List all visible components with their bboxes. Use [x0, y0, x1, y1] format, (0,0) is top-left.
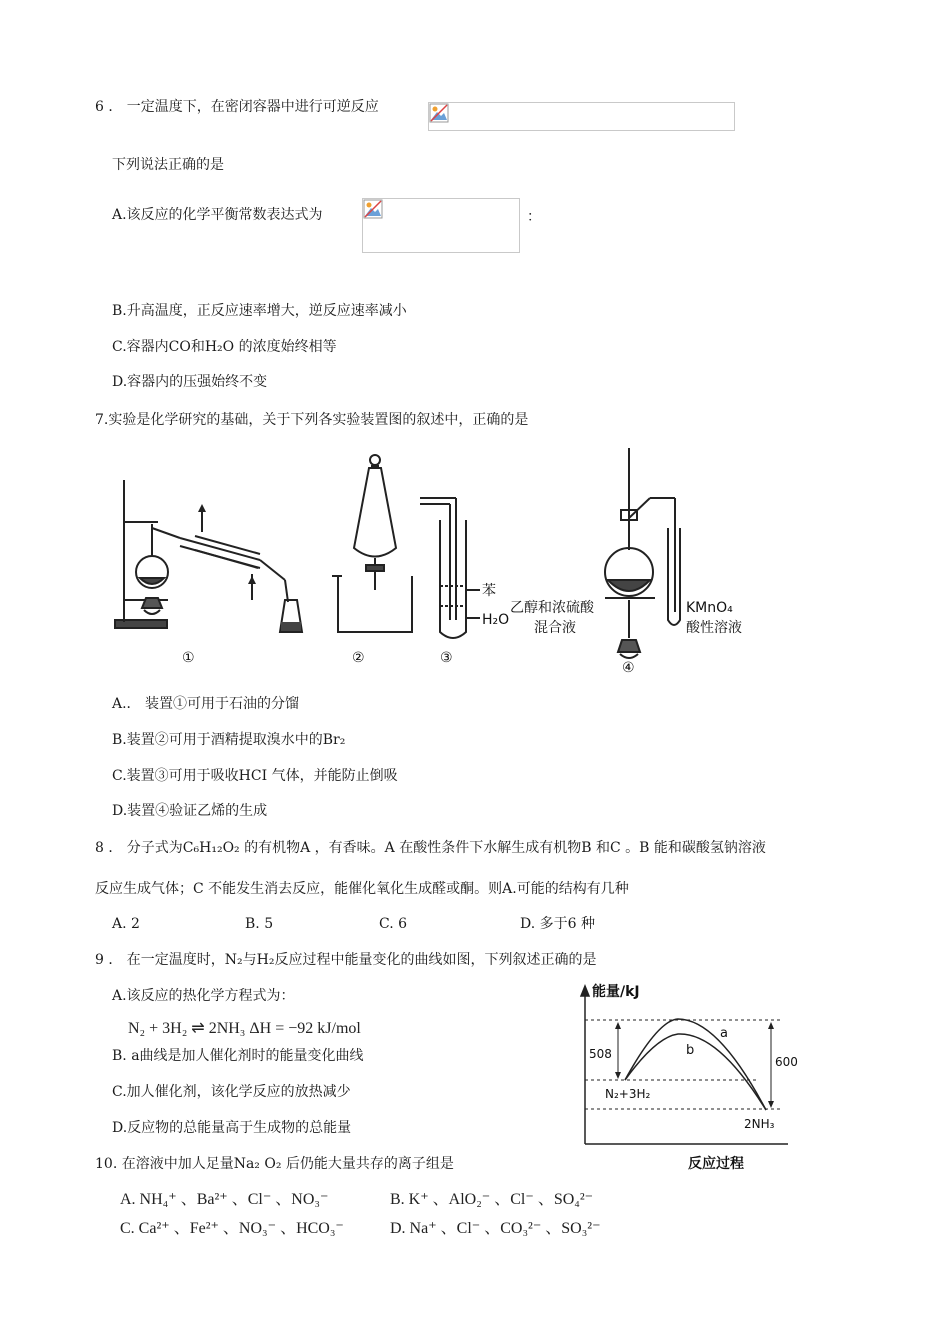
q6-constant-image — [362, 198, 520, 253]
q8-option-d: D. 多于6 种 — [520, 916, 595, 932]
q9-equation: N₂ + 3H₂ ⇌ 2NH₃ ΔH = −92 kJ/mol — [128, 1020, 361, 1037]
q10-option-a: A. NH₄⁺ 、Ba²⁺ 、Cl⁻ 、NO₃⁻ — [120, 1191, 329, 1208]
q7-option-c: C.装置③可用于吸收HCI 气体，并能防止倒吸 — [112, 768, 398, 784]
label-water: H₂O — [482, 612, 510, 628]
chart-xlabel: 反应过程 — [688, 1156, 744, 1172]
label-mixture-2: 混合液 — [534, 620, 576, 636]
q8-option-a: A. 2 — [112, 916, 140, 932]
q9-option-b: B. a曲线是加人催化剂时的能量变化曲线 — [112, 1048, 364, 1064]
label-2: ② — [352, 650, 365, 666]
label-kmno4: KMnO₄ — [686, 600, 733, 616]
chart-508: 508 — [589, 1047, 612, 1061]
label-4: ④ — [622, 660, 635, 675]
chart-curve-b-label: b — [686, 1043, 695, 1058]
q6-option-a: A.该反应的化学平衡常数表达式为 — [112, 207, 323, 223]
q6-equation-image — [428, 102, 735, 131]
q9-option-a: A.该反应的热化学方程式为： — [112, 988, 295, 1004]
apparatus-figure — [110, 440, 770, 675]
q8-option-c: C. 6 — [379, 916, 408, 932]
q7-option-a: A.． 装置①可用于石油的分馏 — [112, 696, 300, 712]
q6-option-b: B.升高温度，正反应速率增大，逆反应速率减小 — [112, 303, 407, 319]
q9-stem: 9 ． 在一定温度时，N₂与H₂反应过程中能量变化的曲线如图，下列叙述正确的是 — [95, 952, 597, 968]
q10-option-c: C. Ca²⁺ 、Fe²⁺ 、NO₃⁻ 、HCO₃⁻ — [120, 1220, 344, 1237]
chart-products: 2NH₃ — [744, 1117, 775, 1131]
label-1: ① — [182, 650, 195, 666]
chart-600: 600 — [775, 1055, 798, 1069]
broken-image-icon — [363, 199, 383, 219]
q10-option-d: D. Na⁺ 、Cl⁻ 、CO₃²⁻ 、SO₃²⁻ — [390, 1220, 601, 1237]
q7-option-b: B.装置②可用于酒精提取溴水中的Br₂ — [112, 732, 346, 748]
broken-image-icon — [429, 103, 449, 123]
apparatus-3-tube — [420, 498, 480, 638]
label-3: ③ — [440, 650, 453, 666]
q6-sub: 下列说法正确的是 — [112, 157, 224, 173]
q7-option-d: D.装置④验证乙烯的生成 — [112, 803, 268, 819]
q6-stem: 6 ． 一定温度下，在密闭容器中进行可逆反应 — [95, 99, 379, 115]
q10-stem: 10. 在溶液中加人足量Na₂ O₂ 后仍能大量共存的离子组是 — [95, 1156, 454, 1172]
chart-ylabel: 能量/kJ — [592, 984, 640, 1000]
apparatus-1-distillation — [115, 480, 302, 632]
q6-option-a-tail: ： — [527, 209, 541, 225]
label-benzene: 苯 — [482, 583, 496, 599]
q9-option-c: C.加人催化剂，该化学反应的放热减少 — [112, 1084, 351, 1100]
q8-line2: 反应生成气体；C 不能发生消去反应，能催化氧化生成醛或酮。则A.可能的结构有几种 — [95, 881, 629, 897]
q7-stem: 7.实验是化学研究的基础，关于下列各实验装置图的叙述中，正确的是 — [95, 412, 529, 428]
energy-chart — [568, 982, 800, 1174]
q6-option-c: C.容器内CO和H₂O 的浓度始终相等 — [112, 339, 337, 355]
chart-reactants: N₂+3H₂ — [605, 1087, 651, 1101]
label-acidic: 酸性溶液 — [686, 620, 742, 636]
apparatus-2-funnel — [332, 455, 412, 632]
q6-option-d: D.容器内的压强始终不变 — [112, 374, 268, 390]
q8-option-b: B. 5 — [245, 916, 274, 932]
q10-option-b: B. K⁺ 、AlO₂⁻ 、Cl⁻ 、SO₄²⁻ — [390, 1191, 594, 1208]
q8-line1: 8 ． 分子式为C₆H₁₂O₂ 的有机物A ，有香味。A 在酸性条件下水解生成有机物B 和C 。B 能和碳酸氢钠溶液 — [95, 840, 766, 856]
q9-option-d: D.反应物的总能量高于生成物的总能量 — [112, 1120, 352, 1136]
apparatus-4-ethylene — [605, 448, 680, 658]
chart-curve-a-label: a — [720, 1026, 728, 1041]
label-mixture-1: 乙醇和浓硫酸 — [510, 600, 594, 616]
